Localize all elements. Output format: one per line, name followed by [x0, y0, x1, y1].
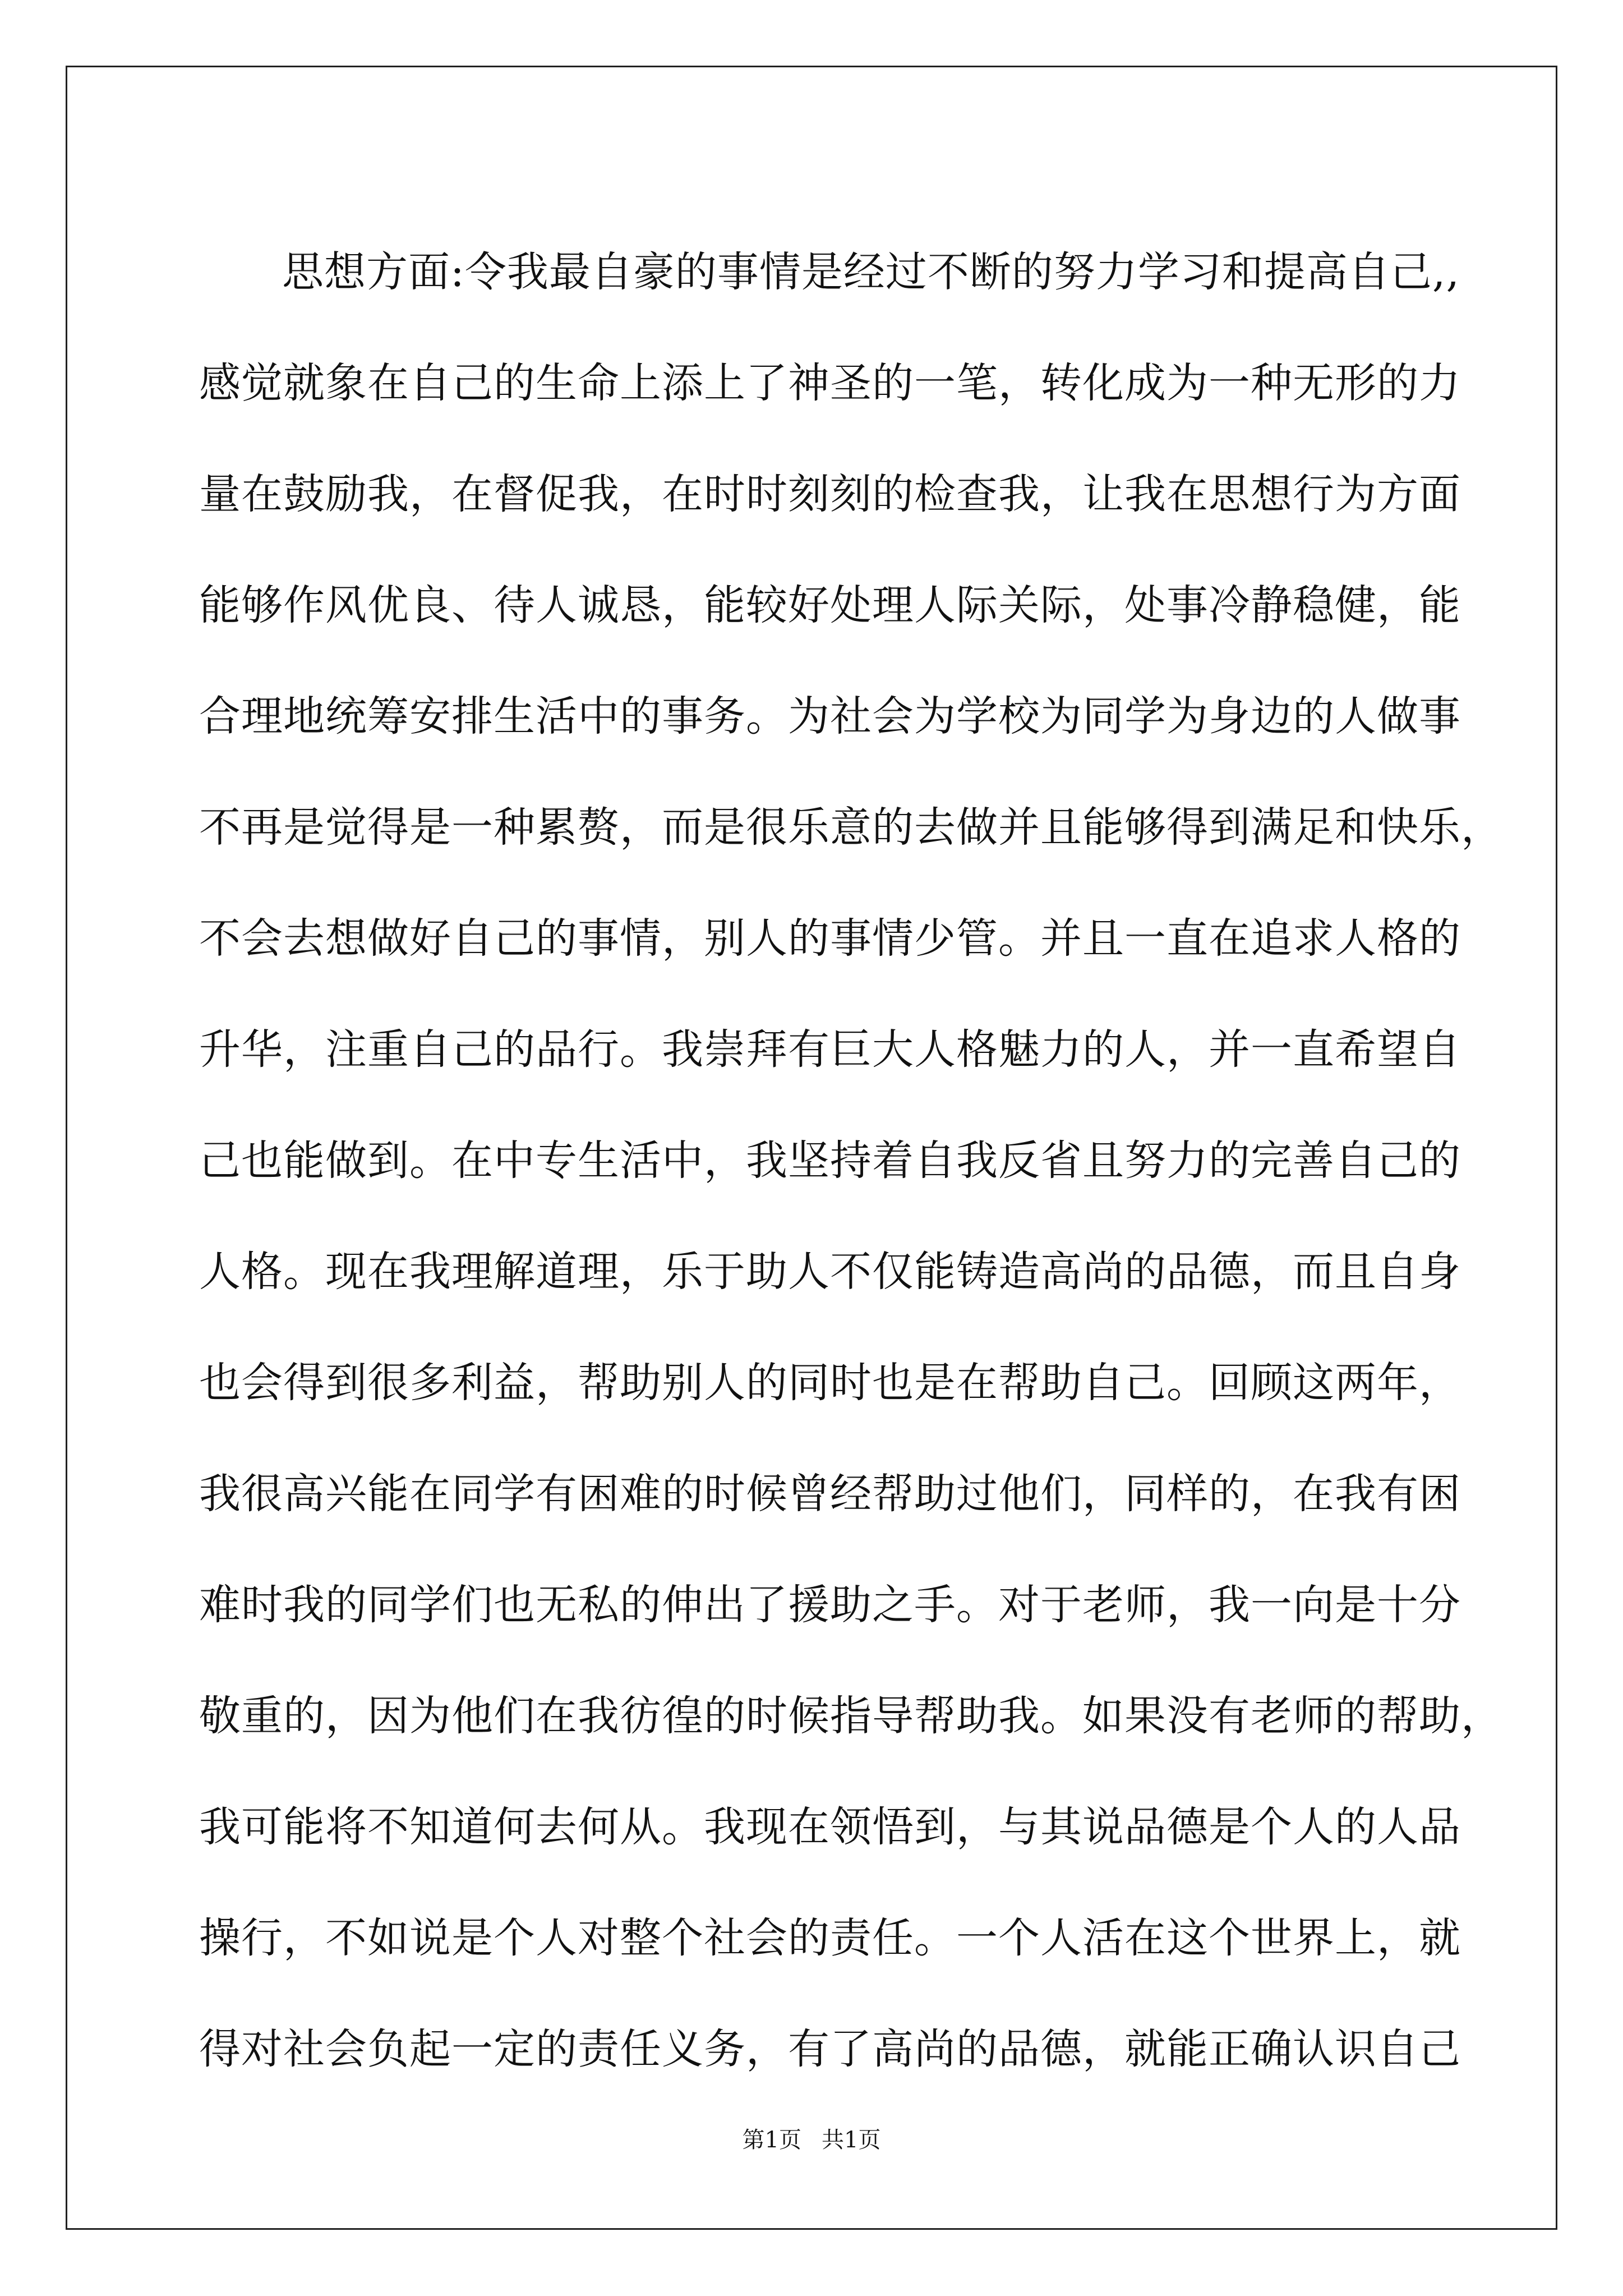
text-line: 敬重的，因为他们在我彷徨的时候指导帮助我。如果没有老师的帮助，	[199, 1692, 1503, 1740]
document-body	[199, 217, 1503, 2105]
text-line: 感觉就象在自己的生命上添上了神圣的一笔，转化成为一种无形的力	[199, 359, 1461, 407]
text-line: 得对社会负起一定的责任义务，有了高尚的品德，就能正确认识自己	[199, 2025, 1461, 2073]
text-line: 难时我的同学们也无私的伸出了援助之手。对于老师，我一向是十分	[199, 1581, 1461, 1629]
text-line: 不会去想做好自己的事情，别人的事情少管。并且一直在追求人格的	[199, 914, 1461, 963]
text-line: 我可能将不知道何去何从。我现在领悟到，与其说品德是个人的人品	[199, 1803, 1461, 1851]
text-line: 不再是觉得是一种累赘，而是很乐意的去做并且能够得到满足和快乐，	[199, 803, 1503, 852]
text-line: 操行，不如说是个人对整个社会的责任。一个人活在这个世界上，就	[199, 1914, 1461, 1962]
text-line: 人格。现在我理解道理，乐于助人不仅能铸造高尚的品德，而且自身	[199, 1248, 1461, 1296]
text-line: 己也能做到。在中专生活中，我坚持着自我反省且努力的完善自己的	[199, 1137, 1461, 1185]
text-line: 量在鼓励我，在督促我，在时时刻刻的检查我，让我在思想行为方面	[199, 470, 1461, 518]
text-line: 我很高兴能在同学有困难的时候曾经帮助过他们，同样的，在我有困	[199, 1470, 1461, 1518]
text-line: 思想方面:令我最自豪的事情是经过不断的努力学习和提高自己,,	[282, 248, 1460, 296]
page-number-total: 共1页	[822, 2127, 881, 2153]
page-footer	[0, 2123, 1623, 2157]
text-line: 升华，注重自己的品行。我崇拜有巨大人格魅力的人，并一直希望自	[199, 1025, 1461, 1074]
text-line: 能够作风优良、待人诚恳，能较好处理人际关际，处事冷静稳健，能	[199, 581, 1461, 629]
text-line: 合理地统筹安排生活中的事务。为社会为学校为同学为身边的人做事	[199, 692, 1461, 740]
text-line: 也会得到很多利益，帮助别人的同时也是在帮助自己。回顾这两年，	[199, 1359, 1461, 1407]
page-number-current: 第1页	[742, 2127, 801, 2153]
